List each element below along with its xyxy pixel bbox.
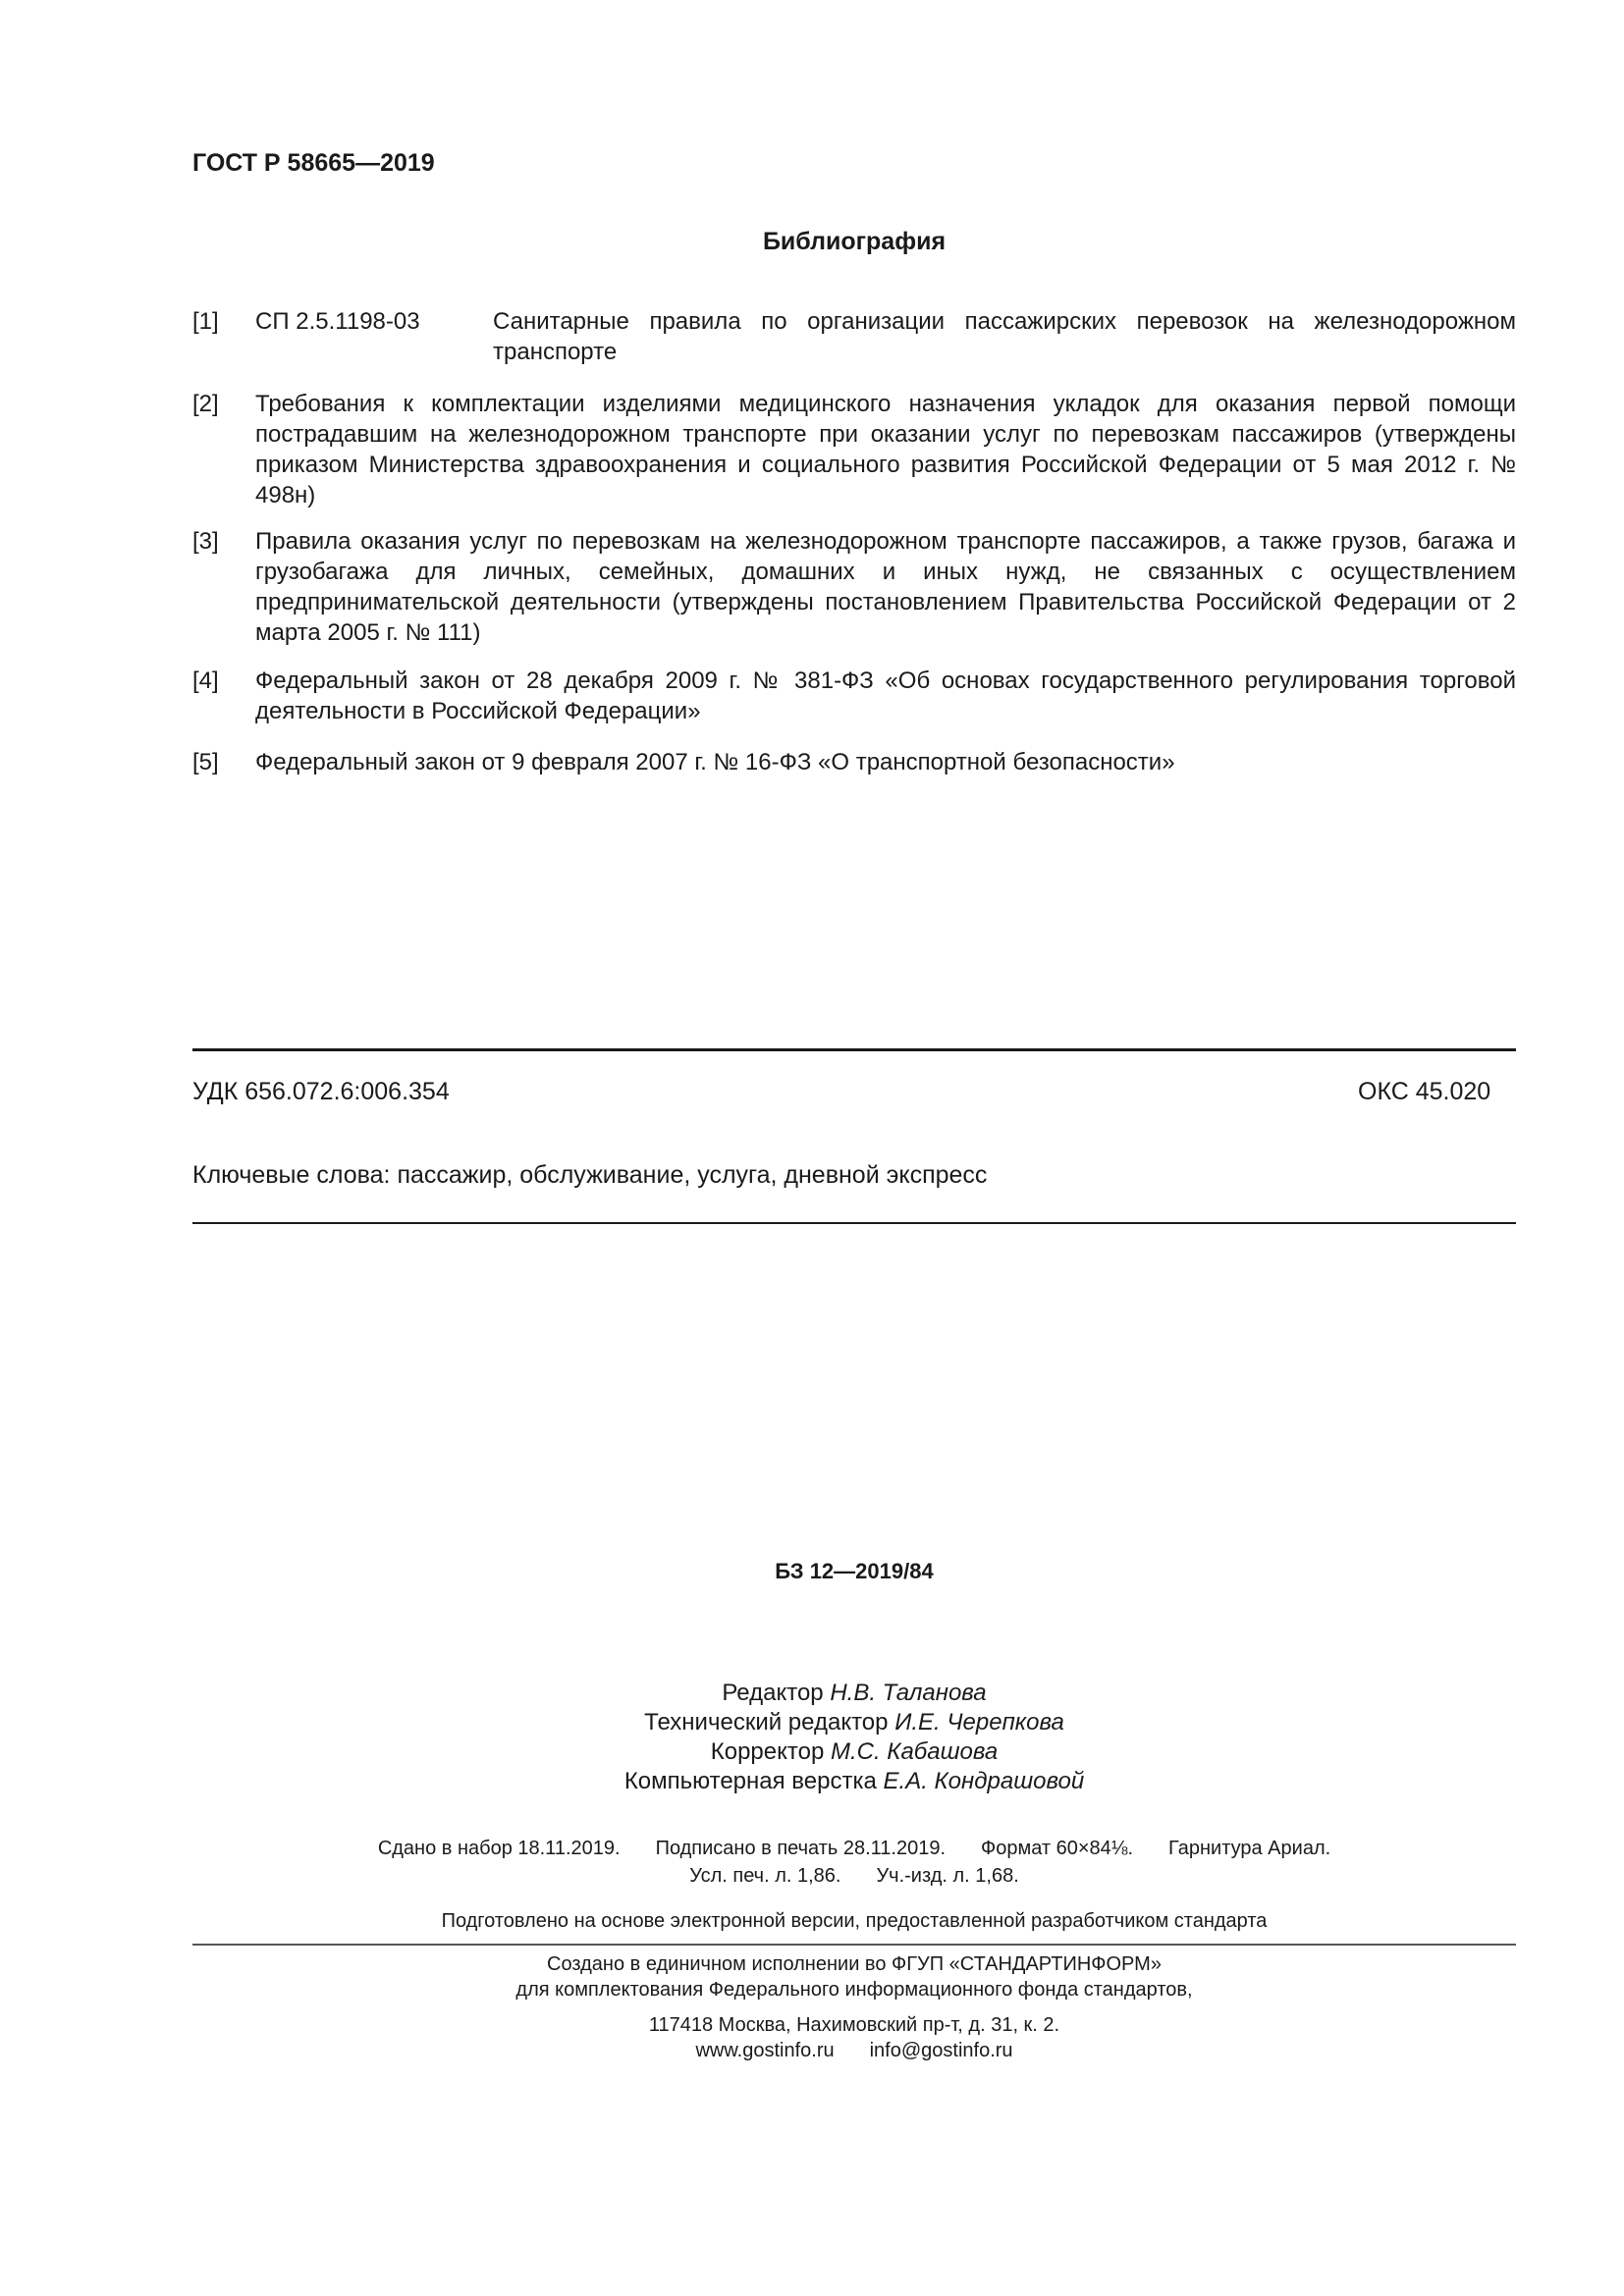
purpose-line: для комплектования Федерального информационного фонда стандартов, bbox=[515, 1979, 1193, 2001]
reference-text: Федеральный закон от 9 февраля 2007 г. № 16-ФЗ «О транспортной безопасности» bbox=[255, 749, 1175, 775]
sheet-details: Усл. печ. л. 1,86. Уч.-изд. л. 1,68. bbox=[689, 1865, 1019, 1887]
oks-code: ОКС 45.020 bbox=[1358, 1078, 1491, 1105]
bz-number: БЗ 12—2019/84 bbox=[775, 1559, 934, 1583]
prepared-note: Подготовлено на основе электронной версии, предоставленной разработчиком стандарта bbox=[441, 1910, 1268, 1932]
email-link[interactable]: info@gostinfo.ru bbox=[869, 2040, 1013, 2061]
address-line: 117418 Москва, Нахимовский пр-т, д. 31, к. 2. bbox=[648, 2014, 1060, 2036]
reference-number: [2] bbox=[192, 391, 219, 417]
reference-text: Федеральный закон от 28 декабря 2009 г. № 381-ФЗ «Об основах государственного регулирования торговой деятельности в Российской Федерации» bbox=[255, 667, 1516, 724]
bibliography-item bbox=[192, 389, 1516, 510]
tech-editor-line: Технический редактор И.Е. Черепкова bbox=[644, 1709, 1064, 1735]
reference-number: [4] bbox=[192, 667, 219, 694]
editor-line: Редактор Н.В. Таланова bbox=[722, 1680, 987, 1706]
bibliography-item bbox=[192, 526, 1516, 648]
udc-code: УДК 656.072.6:006.354 bbox=[192, 1078, 450, 1105]
bibliography-title: Библиография bbox=[762, 228, 947, 255]
reference-text: Санитарные правила по организации пассажирских перевозок на железнодорожном транспорте bbox=[493, 308, 1516, 365]
creator-line: Создано в единичном исполнении во ФГУП «СТАНДАРТИНФОРМ» bbox=[547, 1953, 1162, 1975]
bibliography-item bbox=[192, 666, 1516, 726]
contact-line bbox=[0, 2038, 1624, 2063]
website-link[interactable]: www.gostinfo.ru bbox=[695, 2040, 835, 2061]
reference-code: СП 2.5.1198-03 bbox=[255, 308, 420, 335]
print-details: Сдано в набор 18.11.2019. Подписано в печать 28.11.2019. Формат 60×84⅛. Гарнитура Ариал. bbox=[377, 1838, 1331, 1859]
section-divider bbox=[192, 1222, 1516, 1224]
reference-number: [3] bbox=[192, 528, 219, 555]
keywords: Ключевые слова: пассажир, обслуживание, услуга, дневной экспресс bbox=[192, 1161, 988, 1189]
reference-number: [5] bbox=[192, 749, 219, 775]
section-divider bbox=[192, 1048, 1516, 1051]
reference-text: Правила оказания услуг по перевозкам на железнодорожном транспорте пассажиров, а также грузов, багажа и грузобагажа для личных, семейных, домашних и иных нужд, не связанных с осуществлением предпринимательской деятельности (утверждены постановлением Правительства Российской Федерации от 2 марта 2005 г. № 111) bbox=[255, 528, 1516, 646]
bibliography-item bbox=[192, 747, 1516, 777]
document-code: ГОСТ Р 58665—2019 bbox=[192, 149, 435, 177]
corrector-line: Корректор М.С. Кабашова bbox=[710, 1738, 999, 1765]
layout-line: Компьютерная верстка Е.А. Кондрашовой bbox=[623, 1768, 1085, 1794]
reference-text: Требования к комплектации изделиями медицинского назначения укладок для оказания первой помощи пострадавшим на железнодорожном транспорте при оказании услуг по перевозкам пассажиров (утверждены приказом Министерства здравоохранения и социального развития Российской Федерации от 5 мая 2012 г. № 498н) bbox=[255, 391, 1516, 508]
bibliography-item bbox=[192, 306, 1516, 367]
editorial-credits bbox=[0, 1679, 1624, 1796]
reference-number: [1] bbox=[192, 308, 219, 335]
footer-divider bbox=[192, 1944, 1516, 1946]
